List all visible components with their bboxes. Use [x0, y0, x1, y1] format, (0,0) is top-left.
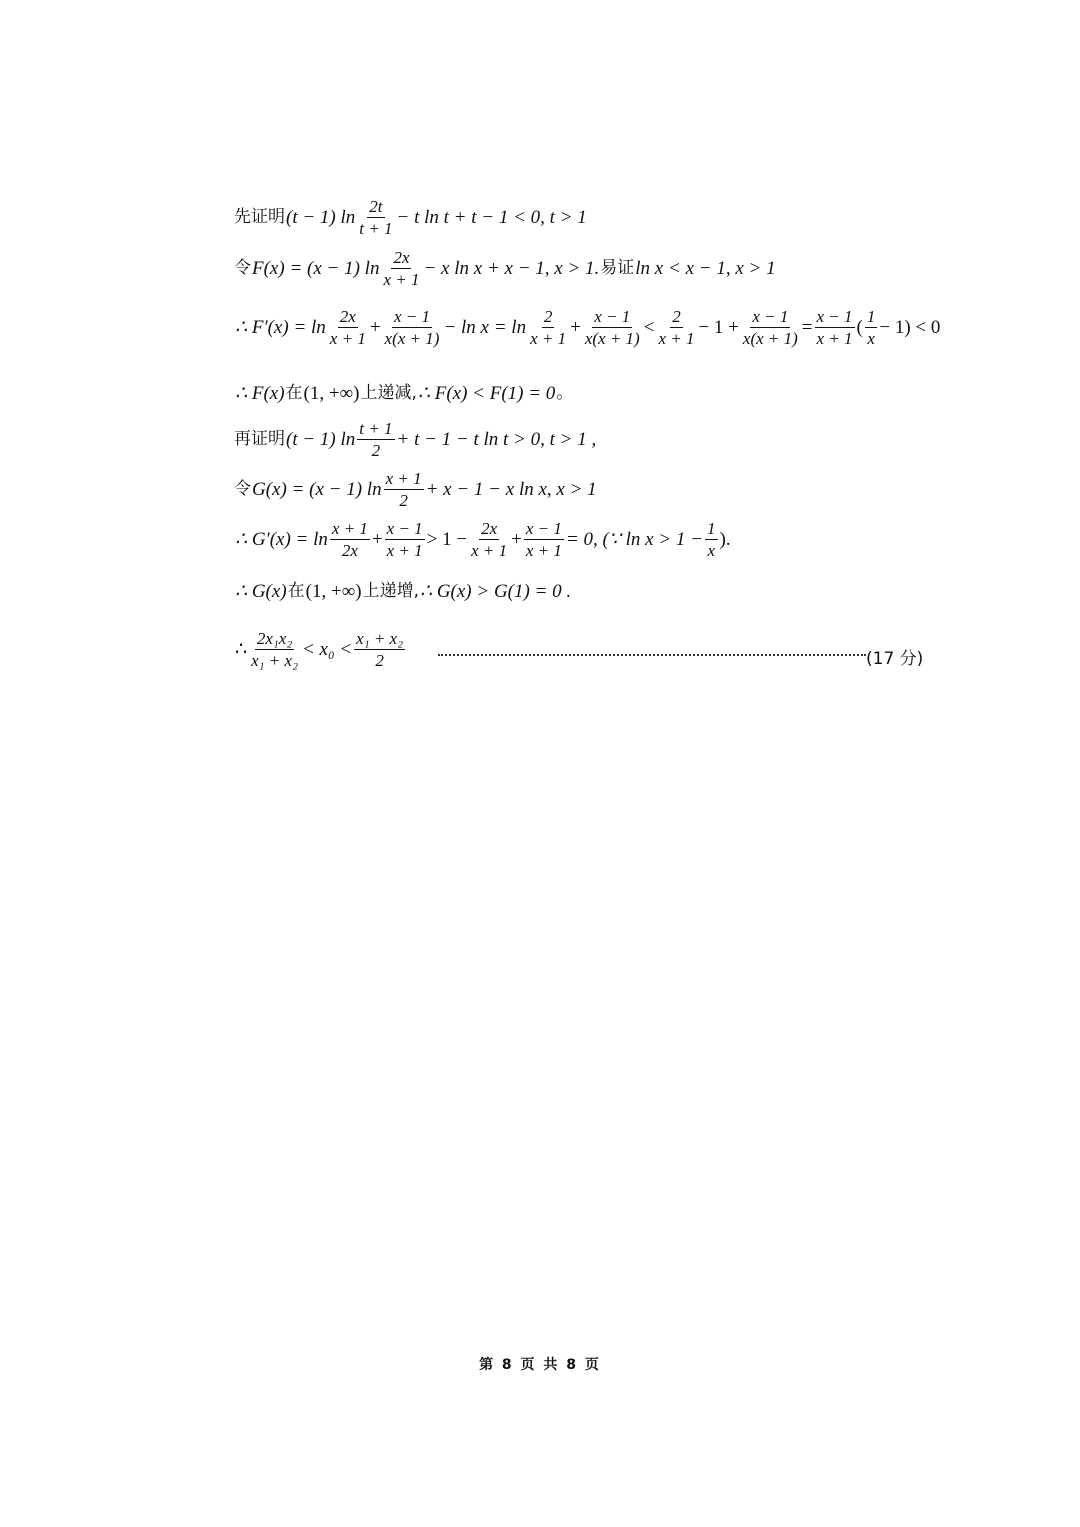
numerator: t + 1 — [359, 419, 393, 438]
denominator: x + 1 — [525, 541, 562, 560]
math-text: G(x) = (x − 1) ln — [252, 479, 382, 500]
proof-line-7 — [234, 520, 732, 559]
text-cn: 在 — [287, 581, 305, 601]
numerator: 2t — [369, 197, 383, 216]
operator: ). — [719, 529, 731, 550]
numerator: x − 1 — [752, 307, 789, 326]
fraction — [384, 470, 424, 509]
math-text: < x₀ < — [301, 639, 353, 660]
dotted-leader — [438, 646, 866, 656]
denominator: 2 — [399, 491, 408, 510]
fraction — [381, 249, 421, 288]
numerator: x − 1 — [393, 307, 430, 326]
text-cn: 令 — [234, 479, 251, 499]
math-text: ∴ F′(x) = ln — [235, 317, 326, 338]
operator: = — [801, 317, 813, 338]
operator: > 1 − — [426, 529, 468, 550]
math-text: (t − 1) ln — [286, 207, 356, 228]
math-text: = 0, (∵ ln x > 1 − — [565, 529, 703, 550]
numerator: 2x — [393, 248, 410, 267]
numerator: x₁ + x₂ — [356, 629, 404, 648]
denominator: 2x — [341, 541, 358, 560]
operator: − 1 + — [698, 317, 739, 338]
denominator: x + 1 — [816, 329, 853, 348]
fraction — [741, 308, 800, 347]
denominator: x(x + 1) — [384, 329, 440, 348]
numerator: x + 1 — [385, 469, 422, 488]
page-footer: 第 8 页 共 8 页 — [479, 1357, 601, 1373]
math-text: ∴ F(x) — [235, 383, 285, 404]
denominator: x + 1 — [383, 270, 420, 289]
numerator: x − 1 — [594, 307, 631, 326]
fraction — [330, 520, 370, 559]
numerator: 2 — [672, 307, 681, 326]
numerator: x − 1 — [816, 307, 853, 326]
numerator: 1 — [707, 519, 716, 538]
text-cn: 先证明 — [234, 207, 285, 227]
numerator: 2x₁x₂ — [256, 629, 293, 648]
math-text: + x − 1 − x ln x, x > 1 — [425, 479, 597, 500]
math-text: F(x) = (x − 1) ln — [252, 258, 380, 279]
numerator: 2 — [543, 307, 553, 326]
fraction — [865, 308, 878, 347]
math-text: − x ln x + x − 1, x > 1. — [423, 258, 600, 279]
math-text: (1, +∞) — [305, 581, 362, 602]
fraction — [357, 420, 394, 459]
fraction — [249, 630, 300, 669]
operator: + — [369, 317, 381, 338]
operator: ( — [856, 317, 863, 338]
numerator: x − 1 — [386, 519, 423, 538]
operator: + — [371, 529, 383, 550]
fraction — [469, 520, 509, 559]
numerator: 2x — [481, 519, 498, 538]
text-cn: 上递增, — [362, 581, 419, 601]
text-cn: 上递减, — [360, 383, 417, 403]
text-cn: 易证 — [600, 258, 635, 278]
fraction — [357, 198, 394, 237]
math-text: + t − 1 − t ln t > 0, t > 1 , — [396, 429, 597, 450]
fraction — [528, 308, 568, 347]
fraction — [583, 308, 642, 347]
denominator: x — [707, 541, 716, 560]
fraction — [385, 520, 425, 559]
fraction — [354, 630, 405, 669]
math-text: ∴ G(x) — [235, 581, 287, 602]
math-text: (1, +∞) — [303, 383, 360, 404]
operator: + — [511, 529, 522, 550]
text-cn: 在 — [285, 383, 303, 403]
text-cn: 。 — [556, 383, 574, 403]
math-text: ∴ G(x) > G(1) = 0 . — [419, 581, 572, 602]
math-text: ln x < x − 1, x > 1 — [635, 258, 776, 279]
proof-line-6 — [234, 470, 598, 509]
fraction — [383, 308, 442, 347]
proof-line-8 — [234, 582, 572, 601]
denominator: x + 1 — [329, 329, 366, 348]
proof-line-3 — [234, 308, 941, 347]
operator: − 1) < 0 — [879, 317, 941, 338]
fraction — [705, 520, 718, 559]
math-text: (t − 1) ln — [286, 429, 356, 450]
proof-line-1 — [234, 198, 588, 237]
denominator: t + 1 — [359, 219, 393, 238]
operator: + — [570, 317, 581, 338]
numerator: 2x — [339, 307, 356, 326]
denominator: x(x + 1) — [584, 329, 640, 348]
numerator: x + 1 — [331, 519, 368, 538]
math-text: ∴ F(x) < F(1) = 0 — [417, 383, 556, 404]
score-label: (17 分) — [866, 649, 924, 669]
denominator: x + 1 — [386, 541, 423, 560]
therefore-symbol: ∴ — [235, 639, 248, 660]
numerator: 1 — [866, 307, 876, 326]
proof-line-5 — [234, 420, 597, 459]
denominator: x + 1 — [530, 329, 567, 348]
math-text: − ln x = ln — [443, 317, 527, 338]
math-text: − t ln t + t − 1 < 0, t > 1 — [396, 207, 587, 228]
denominator: 2 — [371, 441, 381, 460]
proof-line-2 — [234, 249, 777, 288]
denominator: x₁ + x₂ — [251, 651, 298, 670]
denominator: x + 1 — [658, 329, 695, 348]
math-text: ∴ G′(x) = ln — [235, 529, 328, 550]
denominator: 2 — [375, 651, 384, 670]
proof-conclusion — [234, 630, 406, 669]
text-cn: 令 — [234, 258, 251, 278]
proof-line-4 — [234, 384, 573, 403]
fraction — [524, 520, 564, 559]
fraction — [656, 308, 696, 347]
denominator: x — [867, 329, 875, 348]
text-cn: 再证明 — [234, 429, 285, 449]
fraction — [328, 308, 368, 347]
denominator: x(x + 1) — [742, 329, 798, 348]
numerator: x − 1 — [525, 519, 562, 538]
denominator: x + 1 — [471, 541, 508, 560]
operator: < — [643, 317, 655, 338]
fraction — [815, 308, 855, 347]
